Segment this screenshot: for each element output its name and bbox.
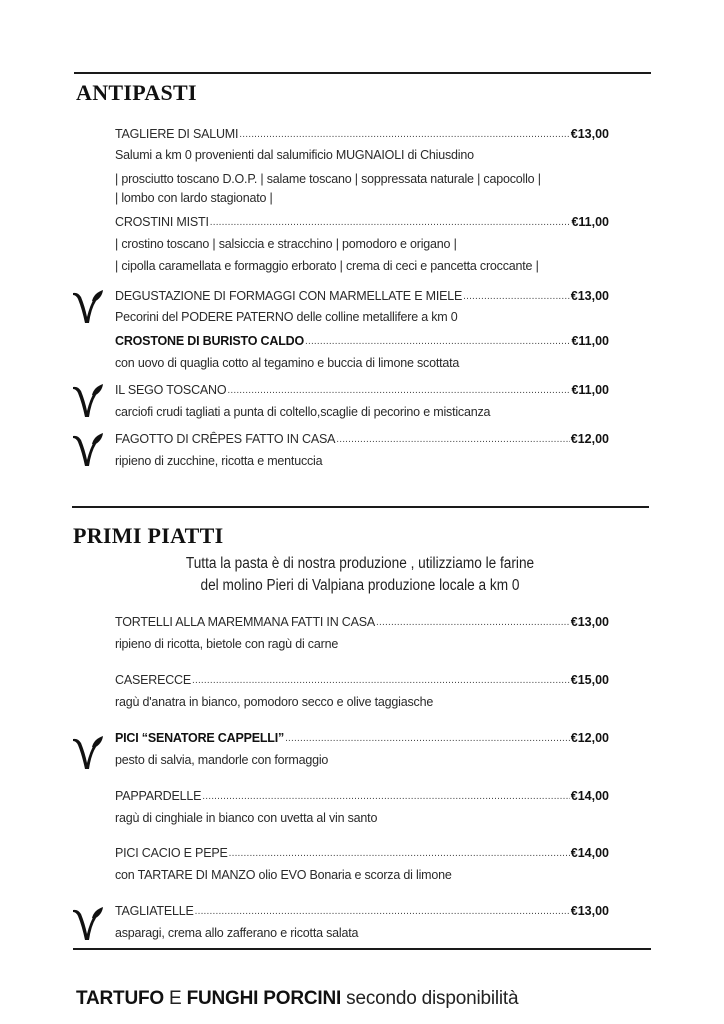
- item-name: IL SEGO TOSCANO: [115, 383, 227, 397]
- menu-item: [115, 382, 609, 420]
- item-price: €12,00: [570, 731, 609, 745]
- item-name: DEGUSTAZIONE DI FORMAGGI CON MARMELLATE E MIELE: [115, 289, 463, 303]
- dot-leader: [239, 125, 569, 137]
- menu-item: [115, 126, 609, 206]
- conjunction: E: [163, 988, 187, 1009]
- item-name: FAGOTTO DI CRÊPES FATTO IN CASA: [115, 432, 336, 446]
- item-price: €12,00: [570, 432, 609, 446]
- item-description: con TARTARE DI MANZO olio EVO Bonaria e scorza di limone: [115, 868, 452, 882]
- menu-item: [115, 672, 609, 710]
- item-description: ripieno di ricotta, bietole con ragù di carne: [115, 637, 339, 651]
- intro-line: del molino Pieri di Valpiana produzione locale a km 0: [200, 577, 520, 594]
- item-description: ripieno di zucchine, ricotta e mentuccia: [115, 454, 323, 468]
- item-price: €13,00: [570, 127, 609, 141]
- dot-leader: [336, 430, 570, 442]
- item-price: €14,00: [570, 789, 609, 803]
- item-name: TORTELLI ALLA MAREMMANA FATTI IN CASA: [115, 615, 376, 629]
- item-description: asparagi, crema allo zafferano e ricotta salata: [115, 926, 359, 940]
- item-price: €15,00: [570, 673, 609, 687]
- dot-leader: [285, 729, 570, 741]
- item-description: pesto di salvia, mandorle con formaggio: [115, 753, 329, 767]
- dot-leader: [192, 671, 570, 683]
- item-name: CASERECCE: [115, 673, 191, 687]
- dot-leader: [229, 844, 570, 856]
- item-description: carciofi crudi tagliati a punta di coltello,scaglie di pecorino e misticanza: [115, 405, 491, 419]
- dot-leader: [202, 787, 570, 799]
- menu-item: [115, 214, 609, 274]
- item-price: €14,00: [570, 846, 609, 860]
- item-price: €13,00: [570, 289, 609, 303]
- item-description: | prosciutto toscano D.O.P. | salame toscano | soppressata naturale | capocollo |: [115, 172, 541, 186]
- divider-middle: [72, 506, 649, 508]
- item-description: ragù d'anatra in bianco, pomodoro secco e olive taggiasche: [115, 695, 434, 709]
- truffle-label: TARTUFO: [76, 988, 164, 1009]
- divider-bottom: [73, 948, 651, 950]
- item-price: €13,00: [570, 904, 609, 918]
- vegetarian-leaf-icon: [72, 287, 104, 325]
- section-intro: [140, 553, 580, 597]
- item-description: Pecorini del PODERE PATERNO delle colline metallifere a km 0: [115, 310, 458, 324]
- dot-leader: [227, 381, 570, 393]
- menu-item: [115, 288, 609, 325]
- section-title-antipasti: ANTIPASTI: [76, 80, 197, 105]
- menu-item: [115, 333, 609, 371]
- item-price: €11,00: [571, 383, 609, 397]
- menu-item: [115, 431, 609, 469]
- availability-text: secondo disponibilità: [341, 988, 519, 1009]
- item-name: TAGLIATELLE: [115, 904, 194, 918]
- menu-item: [115, 788, 609, 826]
- vegetarian-leaf-icon: [72, 904, 104, 942]
- availability-note: [76, 988, 518, 1010]
- item-name: PICI “SENATORE CAPPELLI”: [115, 731, 285, 745]
- item-description: | cipolla caramellata e formaggio erborato | crema di ceci e pancetta croccante |: [115, 259, 539, 273]
- item-description: Salumi a km 0 provenienti dal salumificio MUGNAIOLI di Chiusdino: [115, 148, 474, 162]
- intro-line: Tutta la pasta è di nostra produzione , utilizziamo le farine: [185, 555, 535, 572]
- item-name: TAGLIERE DI SALUMI: [115, 127, 239, 141]
- dot-leader: [305, 332, 570, 344]
- dot-leader: [195, 902, 570, 914]
- item-name: PAPPARDELLE: [115, 789, 202, 803]
- item-description: | crostino toscano | salsiccia e stracchino | pomodoro e origano |: [115, 237, 457, 251]
- vegetarian-leaf-icon: [72, 733, 104, 771]
- porcini-label: FUNGHI PORCINI: [186, 988, 342, 1009]
- item-description: con uovo di quaglia cotto al tegamino e buccia di limone scottata: [115, 356, 460, 370]
- menu-item: [115, 614, 609, 652]
- item-description: ragù di cinghiale in bianco con uvetta al vin santo: [115, 811, 378, 825]
- dot-leader: [463, 287, 570, 299]
- vegetarian-leaf-icon: [72, 430, 104, 468]
- divider-top: [74, 72, 651, 74]
- vegetarian-leaf-icon: [72, 381, 104, 419]
- dot-leader: [210, 213, 571, 225]
- dot-leader: [376, 613, 570, 625]
- item-price: €11,00: [571, 215, 609, 229]
- item-name: PICI CACIO E PEPE: [115, 846, 228, 860]
- item-name: CROSTINI MISTI: [115, 215, 209, 229]
- menu-item: [115, 903, 609, 941]
- item-description: | lombo con lardo stagionato |: [115, 191, 273, 205]
- section-title-primi: PRIMI PIATTI: [73, 523, 224, 548]
- item-price: €13,00: [570, 615, 609, 629]
- item-price: €11,00: [571, 334, 609, 348]
- item-name: CROSTONE DI BURISTO CALDO: [115, 334, 304, 348]
- menu-item: [115, 730, 609, 768]
- menu-item: [115, 845, 609, 883]
